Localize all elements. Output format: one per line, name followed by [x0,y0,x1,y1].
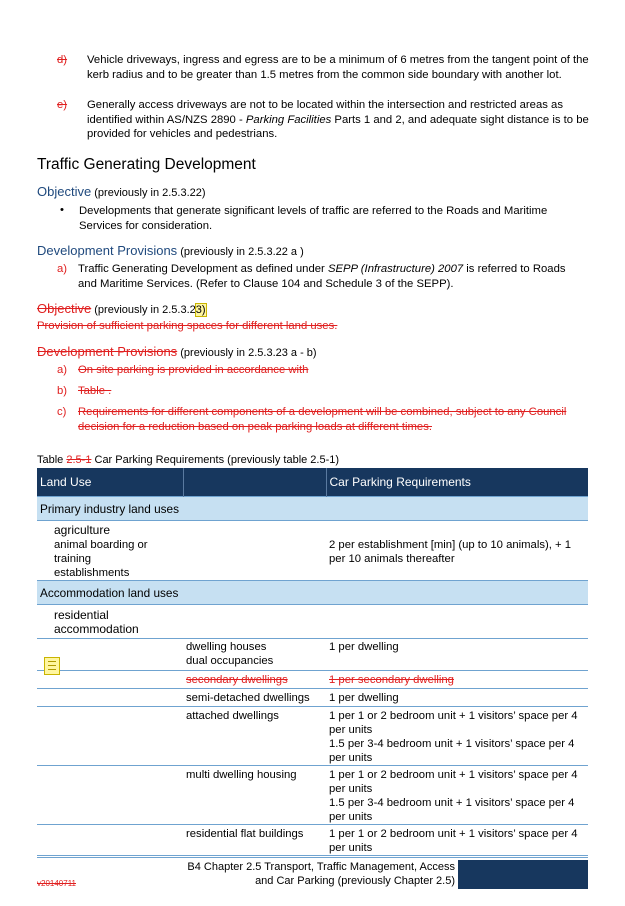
objective-bullet-text: Developments that generate significant levels of traffic are referred to the Roads and Maritime Services for consideration. [79,205,548,232]
header-land-use: Land Use [37,468,183,497]
footer-title: B4 Chapter 2.5 Transport, Traffic Management, Access and Car Parking (previously Chapter 2.5) [187,861,455,887]
list-text: Traffic Generating Development as defined under SEPP (Infrastructure) 2007 is referred to Roads and Maritime Services. (Refer to Clause 104 and Schedule 3 of the SEPP). [78,263,566,290]
list-marker: a) [57,263,68,275]
list-item-d [57,53,597,82]
group-row: Accommodation land uses [37,581,588,605]
list-marker: d) [57,54,68,66]
table-row: semi-detached dwellings 1 per dwelling [37,689,588,707]
list-text: Generally access driveways are not to be located within the intersection and restricted areas as identified within AS/NZS 2890 - Parking Facilities Parts 1 and 2, and adequate sight distance is to be provided for vehicles and pedestrians. [87,99,589,140]
provisions-heading: Development Provisions (previously in 2.5.3.22 a ) [37,243,304,258]
deleted-item-c: c) Requirements for different components of a development will be combined, subject to any Council decision for a reduction based on peak parking loads at different times. [57,406,567,433]
table-row: residential accommodation [37,605,588,639]
table-row: dwelling houses dual occupancies 1 per dwelling [37,639,588,671]
footer-block [458,860,588,889]
footer-rule [37,857,588,858]
table-row: secondary dwellings 1 per secondary dwelling [37,671,588,689]
table-row: multi dwelling housing 1 per 1 or 2 bedroom unit + 1 visitors’ space per 4 per units 1.5 per 3-4 bedroom unit + 1 visitors’ space per 4 per units [37,766,588,825]
list-item-e [57,98,597,142]
header-requirements: Car Parking Requirements [326,468,588,497]
provisions-item-a [57,262,577,291]
group-row: Primary industry land uses [37,497,588,521]
list-text: Vehicle driveways, ingress and egress are to be a minimum of 6 metres from the tangent point of the kerb radius and to be greater than 1.5 metres from the common side boundary with another lot. [87,54,589,81]
table-row: attached dwellings 1 per 1 or 2 bedroom unit + 1 visitors’ space per 4 per units 1.5 per 3-4 bedroom unit + 1 visitors’ space per 4 per units [37,707,588,766]
table-caption: Table 2.5-1 Car Parking Requirements (previously table 2.5-1) [37,454,340,466]
section-title: Traffic Generating Development [37,156,256,173]
header-blank [183,468,326,497]
table-row: residential flat buildings 1 per 1 or 2 bedroom unit + 1 visitors’ space per 4 per units [37,825,588,856]
car-parking-table [37,468,588,856]
objective-heading: Objective (previously in 2.5.3.22) [37,184,206,199]
comment-note-icon[interactable] [44,657,60,675]
list-marker: e) [57,99,68,111]
deleted-item-b: b) Table . [57,385,112,397]
table-row: agriculture [54,522,111,537]
bullet-icon: • [60,204,64,216]
deleted-provisions-heading: Development Provisions (previously in 2.5.3.23 a - b) [37,344,317,359]
table-row: animal boarding or training establishments 2 per establishment [min] (up to 10 animals), + 1 per 10 animals thereafter [37,538,588,581]
version-label: v20140711 [37,879,76,888]
deleted-objective-heading: Objective (previously in 2.5.3.23) [37,301,206,316]
table-header-row [37,468,588,497]
deleted-item-a: a) On site parking is provided in accordance with [57,364,309,376]
deleted-objective-text: Provision of sufficient parking spaces for different land uses. [37,320,338,332]
